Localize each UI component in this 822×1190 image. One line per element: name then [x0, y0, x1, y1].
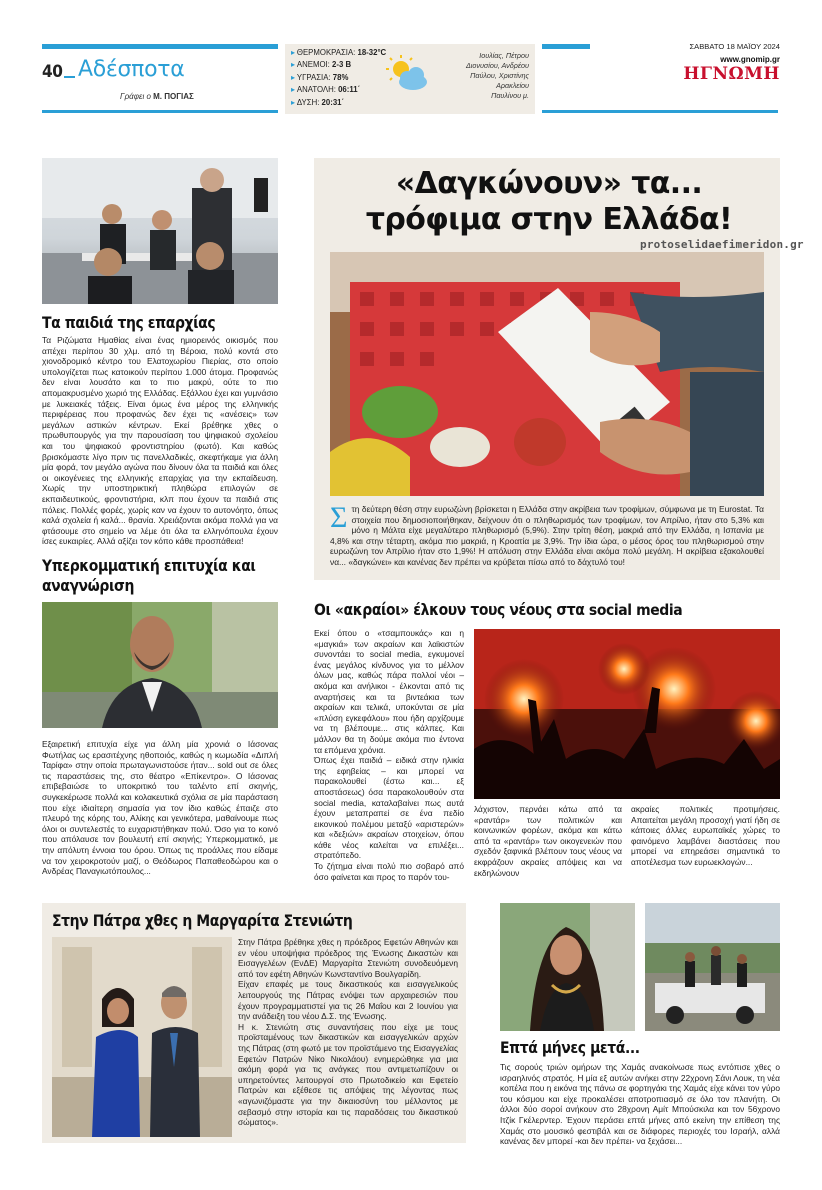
page-number: 40	[42, 62, 63, 82]
weather-list	[291, 47, 386, 109]
patra-body	[238, 937, 458, 1128]
nameday-line: Αρακλείου	[496, 81, 529, 90]
weather-value: 18-32°C	[357, 48, 387, 57]
theatre-body: Εξαιρετική επιτυχία είχε για άλλη μία χρονιά ο Ιάσονας Φωτήλας ως ερασιτέχνης ηθοποιός, καθώς η κωμωδία «Διπλή Ταρίφα» στην οποία πρωταγωνιστούσε ήταν... sold out σε όλες τις παραστάσεις της, στο θέατρο «Επίκεντρο». Ο Ιάσονας επιβεβαιώσε το υποκριτικό του ταλέντο επί σκηνής, συγκεκέρωσε πολλά και κολακευτικά σχόλια σε μία παράσταση που είχε ιδιαίτερη σημασία για τον ίδιο καθώς έπαιζε στο πλευρό της κόρης του, Αλίκης και γενικότερα, μαθαίνουμε πως όλοι οι συντελεστές το ευχαριστήθηκαν πολύ. Όσο για το κοινό που απόλαυσε τον βουλευτή επί σκηνής; Υπερκομματικό, με την απόλυτη έννοια του όρου. Όπως τις προάλλες που είδαμε να τον χειροκροτούν μαζί, ο Θεόδωρος Παπαθεοδώρου και ο Ανδρέας Παναγιωτόπουλος...	[42, 739, 278, 877]
weather-row	[291, 59, 386, 71]
patra-paragraph: Είχαν επαφές με τους δικαστικούς και εισαγγελικούς λειτουργούς της Πάτρας ενόψει των αρχαιρεσιών που έχουν προγραμματιστεί για τις 26 Μαΐου και 2 Ιουνίου για την ανάδειξη του νέου Δ.Σ. της Ένωσης.	[238, 979, 458, 1022]
social-col1	[314, 628, 464, 882]
theatre-title: Υπερκομματική επιτυχία και αναγνώριση	[42, 557, 256, 595]
weather-value: 78%	[332, 72, 349, 82]
patra-paragraph: Στην Πάτρα βρέθηκε χθες η πρόεδρος Εφετών Αθηνών και εν νέου υποψήφια πρόεδρος της Ένωσης Δικαστών και Εισαγγελέων (ΕνΔΕ) Μαργαρίτα Στενιώτη συνοδευόμενη από τον εφέτη Αθηνών Κωνσταντίνο Βουλγαρίδη.	[238, 937, 458, 979]
weather-bullet-icon: ▸	[291, 48, 295, 57]
masthead-logo-text: ΗΓΝΩΜΗ	[683, 64, 780, 84]
patra-paragraph: Η κ. Στενιώτη στις συναντήσεις που είχε με τους προϊσταμένους των δικαστικών και εισαγγελικών αρχών της Πάτρας (στη φωτό με τον προϊστάμενο της Εισαγγελίας Εφετών Πατρών Νίκο Νικολάου) ενημερώθηκε για μια ακόμη φορά για τις ανάγκες που αντιμετωπίζουν οι υπηρετούντες λειτουργοί στο Πρωτοδικείο και Εφετείο Πατρών και εξέθεσε τις απόψεις της λέγοντας πως «αγωνιζόμαστε για την δικαιοσύνη του μέλλοντος με σεβασμό στην ιστορία και τις παραδόσεις του δικαστικού σώματος».	[238, 1021, 458, 1128]
nameday-line: Διονυσίου, Ανδρέου	[465, 61, 529, 70]
children-title: Τα παιδιά της επαρχίας	[42, 314, 216, 332]
issue-date: ΣΑΒΒΑΤΟ 18 ΜΑΪΟΥ 2024	[590, 42, 780, 51]
watermark: protoselidaefimeridon.gr	[640, 238, 804, 251]
social-col1-paragraphs	[314, 628, 464, 882]
weather-bullet-icon: ▸	[291, 72, 295, 82]
social-col1-paragraph: Το ζήτημα είναι πολύ πιο σοβαρό από όσο φαίνεται και προς το παρόν του-	[314, 861, 464, 882]
header-rule-right-bottom	[542, 110, 778, 113]
sun-cloud-icon	[385, 54, 431, 94]
weather-row	[291, 97, 386, 109]
photo-flares	[474, 629, 780, 799]
masthead-logo	[660, 64, 780, 84]
patra-paragraphs	[238, 937, 458, 1128]
children-body: Τα Ριζώματα Ημαθίας είναι ένας ημιορεινός οικισμός που απέχει περίπου 30 χλμ. από τη Βέροια, πολύ κοντά στο χιονοδρομικό κέντρο του Ελατοχωρίου Πιερίας, στο οποίο υπολογίζεται πως κατοικούν περίπου 1.000 άτομα. Προφανώς δεν είναι λουσάτο και το πιο μακρύ, ούτε το πιο απομακρυσμένο χωριό της Ελλάδας. Εξάλλου έχει και γυμνάσιο με λυκειακές τάξεις. Είναι όμως ένα μέρος της ελληνικής περιφέρειας που προφανώς δεν έχει τις «ανέσεις» των μεγάλων αστικών κέντρων. Εκεί βρέθηκε χθες ο πρωθυπουργός για την παρουσίαση του ψηφιακού σχολείου και του ψηφιακού φροντιστηρίου (φωτό). Και καθώς βρισκόμαστε λίγο πριν τις πανελλαδικές, σκεφτήκαμε για άλλη μία φορά, τον μεγάλο αγώνα που δίνουν όλα τα παιδιά και όλες οι οικογένειες της ελληνικής επαρχίας για την εκπαίδευση. Χωρίς την υποστηρικτική πληθώρα επιλογών σε εκπαιδευτικούς, φροντιστήρια, κλπ που έχουν τα παιδιά στις πόλεις. Πολλές φορές, χωρίς καν να έχουν το αυτονόητο, όπως καλά σχολεία ή καλά... θρανία. Χρειάζονται ακόμα πολλά για να φτάσουμε στο σημείο να λέμε ότι όλα τα ελληνόπουλα έχουν ίσες ευκαιρίες. Αλλά αξίζει τον κόπο κάθε προσπάθεια!	[42, 335, 279, 547]
food-title: «Δαγκώνουν» τα... τρόφιμα στην Ελλάδα!	[365, 166, 733, 237]
weather-bullet-icon: ▸	[291, 85, 295, 95]
patra-title: Στην Πάτρα χθες η Μαργαρίτα Στενιώτη	[52, 912, 353, 930]
weather-row	[291, 47, 386, 59]
weather-label: ΘΕΡΜΟΚΡΑΣΙΑ:	[296, 48, 358, 57]
header-rule-left	[42, 44, 278, 49]
weather-label: ΑΝΑΤΟΛΗ:	[296, 85, 339, 95]
photo-pm-children	[42, 158, 278, 304]
weather-bullet-icon: ▸	[291, 97, 295, 107]
weather-label: ΔΥΣΗ:	[296, 97, 322, 107]
weather-row	[291, 72, 386, 84]
website: www.gnomip.gr	[720, 55, 780, 64]
header-rule-bottom	[42, 110, 278, 113]
nameday-line: Ιουλίας, Πέτρου	[479, 51, 529, 60]
food-body-text: τη δεύτερη θέση στην ευρωζώνη βρίσκεται η Ελλάδα στην ακρίβεια των τροφίμων, σύμφωνα με τη Eurostat. Τα στοιχεία που δημοσιοποιήθηκαν, δείχνουν ότι ο πληθωρισμός των τροφίμων, τον Απρίλιο, ήταν στο 5,3% και μόνο η Μάλτα είχε μεγαλύτερο πληθωρισμό (5,9%). Στην τρίτη θέση, μακριά από την Ελλάδα, η Ισπανία με 4,8% και στην τέταρτη, ακόμα πιο μακριά, η Κροατία με 3,9%. Την ίδια ώρα, ο μέσος όρος του πληθωρισμού στην ευρωζώνη τον Απρίλιο ήταν στο 1,9%! Η απόλυση στην Ελλάδα είναι ακόμα πολύ μεγάλη. Η ακρίβεια εξακολουθεί να... «δαγκώνει» και κανένας δεν πρέπει να κρύβεται πίσω από το δάχτυλό του!	[330, 504, 764, 567]
byline-author: Μ. ΠΟΓΙΑΣ	[153, 92, 194, 101]
hostages-body: Τις σορούς τριών ομήρων της Χαμάς ανακοίνωσε πως εντόπισε χθες ο ισραηλινός στρατός. Η μία εξ αυτών ανήκει στην 22χρονη Σάνι Λουκ, τη νέα κοπέλα που η εικόνα της πάνω σε φορτηγάκι της Χαμάς είχε κάνει τον γύρο του κόσμου και είχε προκαλέσει αποτροπιασμό σε όλο τον πλανήτη. Οι άλλοι δύο σοροί ανήκουν στο 28χρονη Αμίτ Μπούσκιλα και τον 56χρονο Ιτζίκ Γκέλερντερ. Έχουν περάσει επτά μήνες από εκείνη την επίθεση της Χαμάς στο μουσικό φεστιβάλ και σε διάφορες περιοχές του Ισραήλ, αλλά κανένας δεν μπορεί -και δεν πρέπει- να ξεχάσει...	[500, 1062, 780, 1147]
photo-stenioti	[52, 937, 232, 1137]
namedays	[449, 51, 529, 101]
food-body	[330, 501, 764, 568]
weather-value: 06:11΄	[338, 85, 361, 95]
social-title: Οι «ακραίοι» έλκουν τους νέους στα social media	[314, 601, 683, 619]
weather-value: 2-3 Β	[332, 60, 352, 70]
weather-row	[291, 84, 386, 96]
social-col3: ακραίες πολιτικές προτιμήσεις. Απαιτείται μεγάλη προσοχή γιατί ήδη σε κάποιες άλλες ευρωπαϊκές χώρες το φαινόμενο λαμβάνει διαστάσεις που μπορεί να επηρεάσει σημαντικά το αποτέλεσμα των ευρωεκλογών...	[631, 804, 780, 867]
section-dash	[64, 76, 75, 78]
section-title: Αδέσποτα	[78, 57, 185, 82]
weather-box	[285, 44, 535, 114]
weather-label: ΑΝΕΜΟΙ:	[296, 60, 333, 70]
photo-hamas-truck	[645, 903, 780, 1031]
weather-bullet-icon: ▸	[291, 60, 295, 70]
food-dropcap: Σ	[330, 501, 348, 534]
weather-value: 20:31΄	[321, 97, 345, 107]
byline	[120, 92, 194, 101]
weather-label: ΥΓΡΑΣΙΑ:	[296, 72, 333, 82]
social-col1-paragraph: Εκεί όπου ο «τσαμπουκάς» και η «μαγκιά» των ακραίων και λαϊκιστών συνοντάει το social media, εγκυμονεί ένας μεγάλος κίνδυνος για το μέλλον όλων μας, καθώς πάρα πολλοί νέοι – ακόμα και ανήλικοι - έλκονται από τις αναρτήσεις και τα βιντεάκια των ακραίων και τελικά, υποκύνται σε μία «πλύση εγκεφάλου» που ήδη αρχίζουμε να τη βλέπουμε... στις κάλπες. Και μάλλον θα τη δούμε ακόμα πιο έντονα τα επόμενα χρόνια.	[314, 628, 464, 755]
photo-shani-louk	[500, 903, 635, 1031]
social-col1-paragraph: Όπως έχει παιδιά – ειδικά στην ηλικία της εφηβείας – και μπορεί να παρακολουθεί (έστω και... εξ αποστάσεως) όσα παρακολουθούν στα social media, καταλαβαίνει πως αυτά έχουν μεταπραπεί σε ένα πεδίο εικονικού πολέμου μεταξύ «αριστερών» και «δεξιών» ακραίων στοιχείων, όπου κάθε νέος καλείται να επιλέξει... στρατόπεδο.	[314, 755, 464, 861]
photo-grocery-receipt	[330, 252, 764, 496]
nameday-line: Παύλου, Χριστίνης	[470, 71, 529, 80]
photo-fotilas	[42, 602, 278, 728]
nameday-line: Παυλίνου μ.	[491, 91, 529, 100]
social-col2: λάχιστον, περνάει κάτω από τα «ραντάρ» των πολιτικών και κοινωνικών φορέων, ακόμα και κάτω από τα «ραντάρ» των οικογενειών που σχεδόν ξαφνικά βλέπουν τους νέους να εκφράζουν ακραίες απόψεις και να εκδηλώνουν	[474, 804, 622, 878]
hostages-title: Επτά μήνες μετά...	[500, 1039, 640, 1057]
byline-prefix: Γράφει ο	[120, 92, 151, 101]
